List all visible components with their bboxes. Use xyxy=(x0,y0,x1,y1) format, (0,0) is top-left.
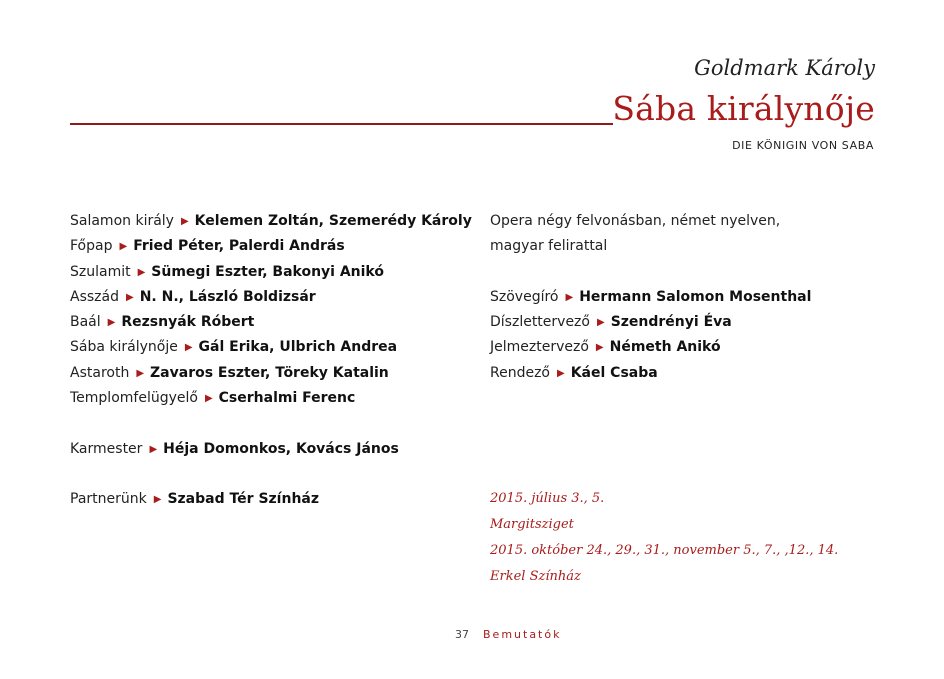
creative-row xyxy=(490,335,811,360)
role-label: Díszlettervező xyxy=(490,314,590,331)
role-label: Baál xyxy=(70,314,101,331)
partner-name: Szabad Tér Színház xyxy=(167,491,320,508)
cast-column xyxy=(70,209,472,513)
role-label: Jelmeztervező xyxy=(490,339,589,356)
arrow-icon: ▶ xyxy=(107,317,116,329)
arrow-icon: ▶ xyxy=(136,367,145,379)
arrow-icon: ▶ xyxy=(153,494,162,506)
opera-title: Sába királynője xyxy=(612,89,875,128)
cast-row xyxy=(70,209,472,234)
spacer xyxy=(70,411,472,436)
cast-row xyxy=(70,361,472,386)
opera-subtitle: DIE KÖNIGIN VON SABA xyxy=(732,139,874,152)
arrow-icon: ▶ xyxy=(595,342,604,354)
venue-line: Erkel Színház xyxy=(490,569,581,584)
arrow-icon: ▶ xyxy=(596,317,605,329)
page-footer xyxy=(455,628,561,641)
role-label: Főpap xyxy=(70,238,113,255)
role-label: Templomfelügyelő xyxy=(70,390,198,407)
performer-names: Cserhalmi Ferenc xyxy=(218,390,356,407)
performer-names: Gál Erika, Ulbrich Andrea xyxy=(198,339,398,356)
creative-row xyxy=(490,361,811,386)
title-rule xyxy=(70,123,613,125)
arrow-icon: ▶ xyxy=(137,266,146,278)
performer-names: N. N., László Boldizsár xyxy=(139,288,316,305)
spacer xyxy=(70,462,472,487)
arrow-icon: ▶ xyxy=(180,216,189,227)
role-label: Astaroth xyxy=(70,364,130,381)
cast-row xyxy=(70,285,472,310)
opera-description: magyar felirattal xyxy=(490,238,608,255)
performer-names: Zavaros Eszter, Töreky Katalin xyxy=(150,364,389,381)
date-line: 2015. október 24., 29., 31., november 5., 7., ,12., 14. xyxy=(490,543,839,558)
opera-description: Opera négy felvonásban, német nyelven, xyxy=(490,213,781,229)
conductor-row xyxy=(70,437,472,462)
info-column xyxy=(490,209,811,386)
creative-row xyxy=(490,285,811,310)
creator-name: Németh Anikó xyxy=(609,339,721,356)
performer-names: Sümegi Eszter, Bakonyi Anikó xyxy=(151,263,384,280)
role-label: Partnerünk xyxy=(70,491,147,508)
arrow-icon: ▶ xyxy=(125,291,134,303)
arrow-icon: ▶ xyxy=(149,443,158,455)
role-label: Salamon király xyxy=(70,213,174,229)
creator-name: Káel Csaba xyxy=(570,364,658,381)
arrow-icon: ▶ xyxy=(184,342,193,354)
creator-name: Szendrényi Éva xyxy=(610,314,732,331)
performer-names: Fried Péter, Palerdi András xyxy=(133,238,345,255)
role-label: Karmester xyxy=(70,440,143,457)
performance-dates xyxy=(490,486,838,590)
cast-row xyxy=(70,260,472,285)
composer-name: Goldmark Károly xyxy=(694,56,875,80)
creative-row xyxy=(490,310,811,335)
role-label: Sába királynője xyxy=(70,339,178,356)
venue-line: Margitsziget xyxy=(490,517,574,532)
arrow-icon: ▶ xyxy=(204,393,213,405)
page-number: 37 xyxy=(455,628,469,641)
role-label: Szövegíró xyxy=(490,288,559,305)
cast-row xyxy=(70,310,472,335)
partner-row xyxy=(70,487,472,512)
arrow-icon: ▶ xyxy=(557,367,565,379)
creator-name: Hermann Salomon Mosenthal xyxy=(579,288,812,305)
section-name: Bemutatók xyxy=(483,628,562,641)
role-label: Szulamit xyxy=(70,263,131,280)
cast-row xyxy=(70,386,472,411)
role-label: Rendező xyxy=(490,364,550,381)
performer-names: Héja Domonkos, Kovács János xyxy=(163,440,399,457)
cast-row xyxy=(70,234,472,259)
cast-row xyxy=(70,335,472,360)
performer-names: Rezsnyák Róbert xyxy=(121,314,255,331)
arrow-icon: ▶ xyxy=(119,241,128,253)
arrow-icon: ▶ xyxy=(565,291,574,303)
date-line: 2015. július 3., 5. xyxy=(490,491,605,506)
performer-names: Kelemen Zoltán, Szemerédy Károly xyxy=(194,213,472,229)
spacer xyxy=(490,260,811,285)
role-label: Asszád xyxy=(70,288,119,305)
